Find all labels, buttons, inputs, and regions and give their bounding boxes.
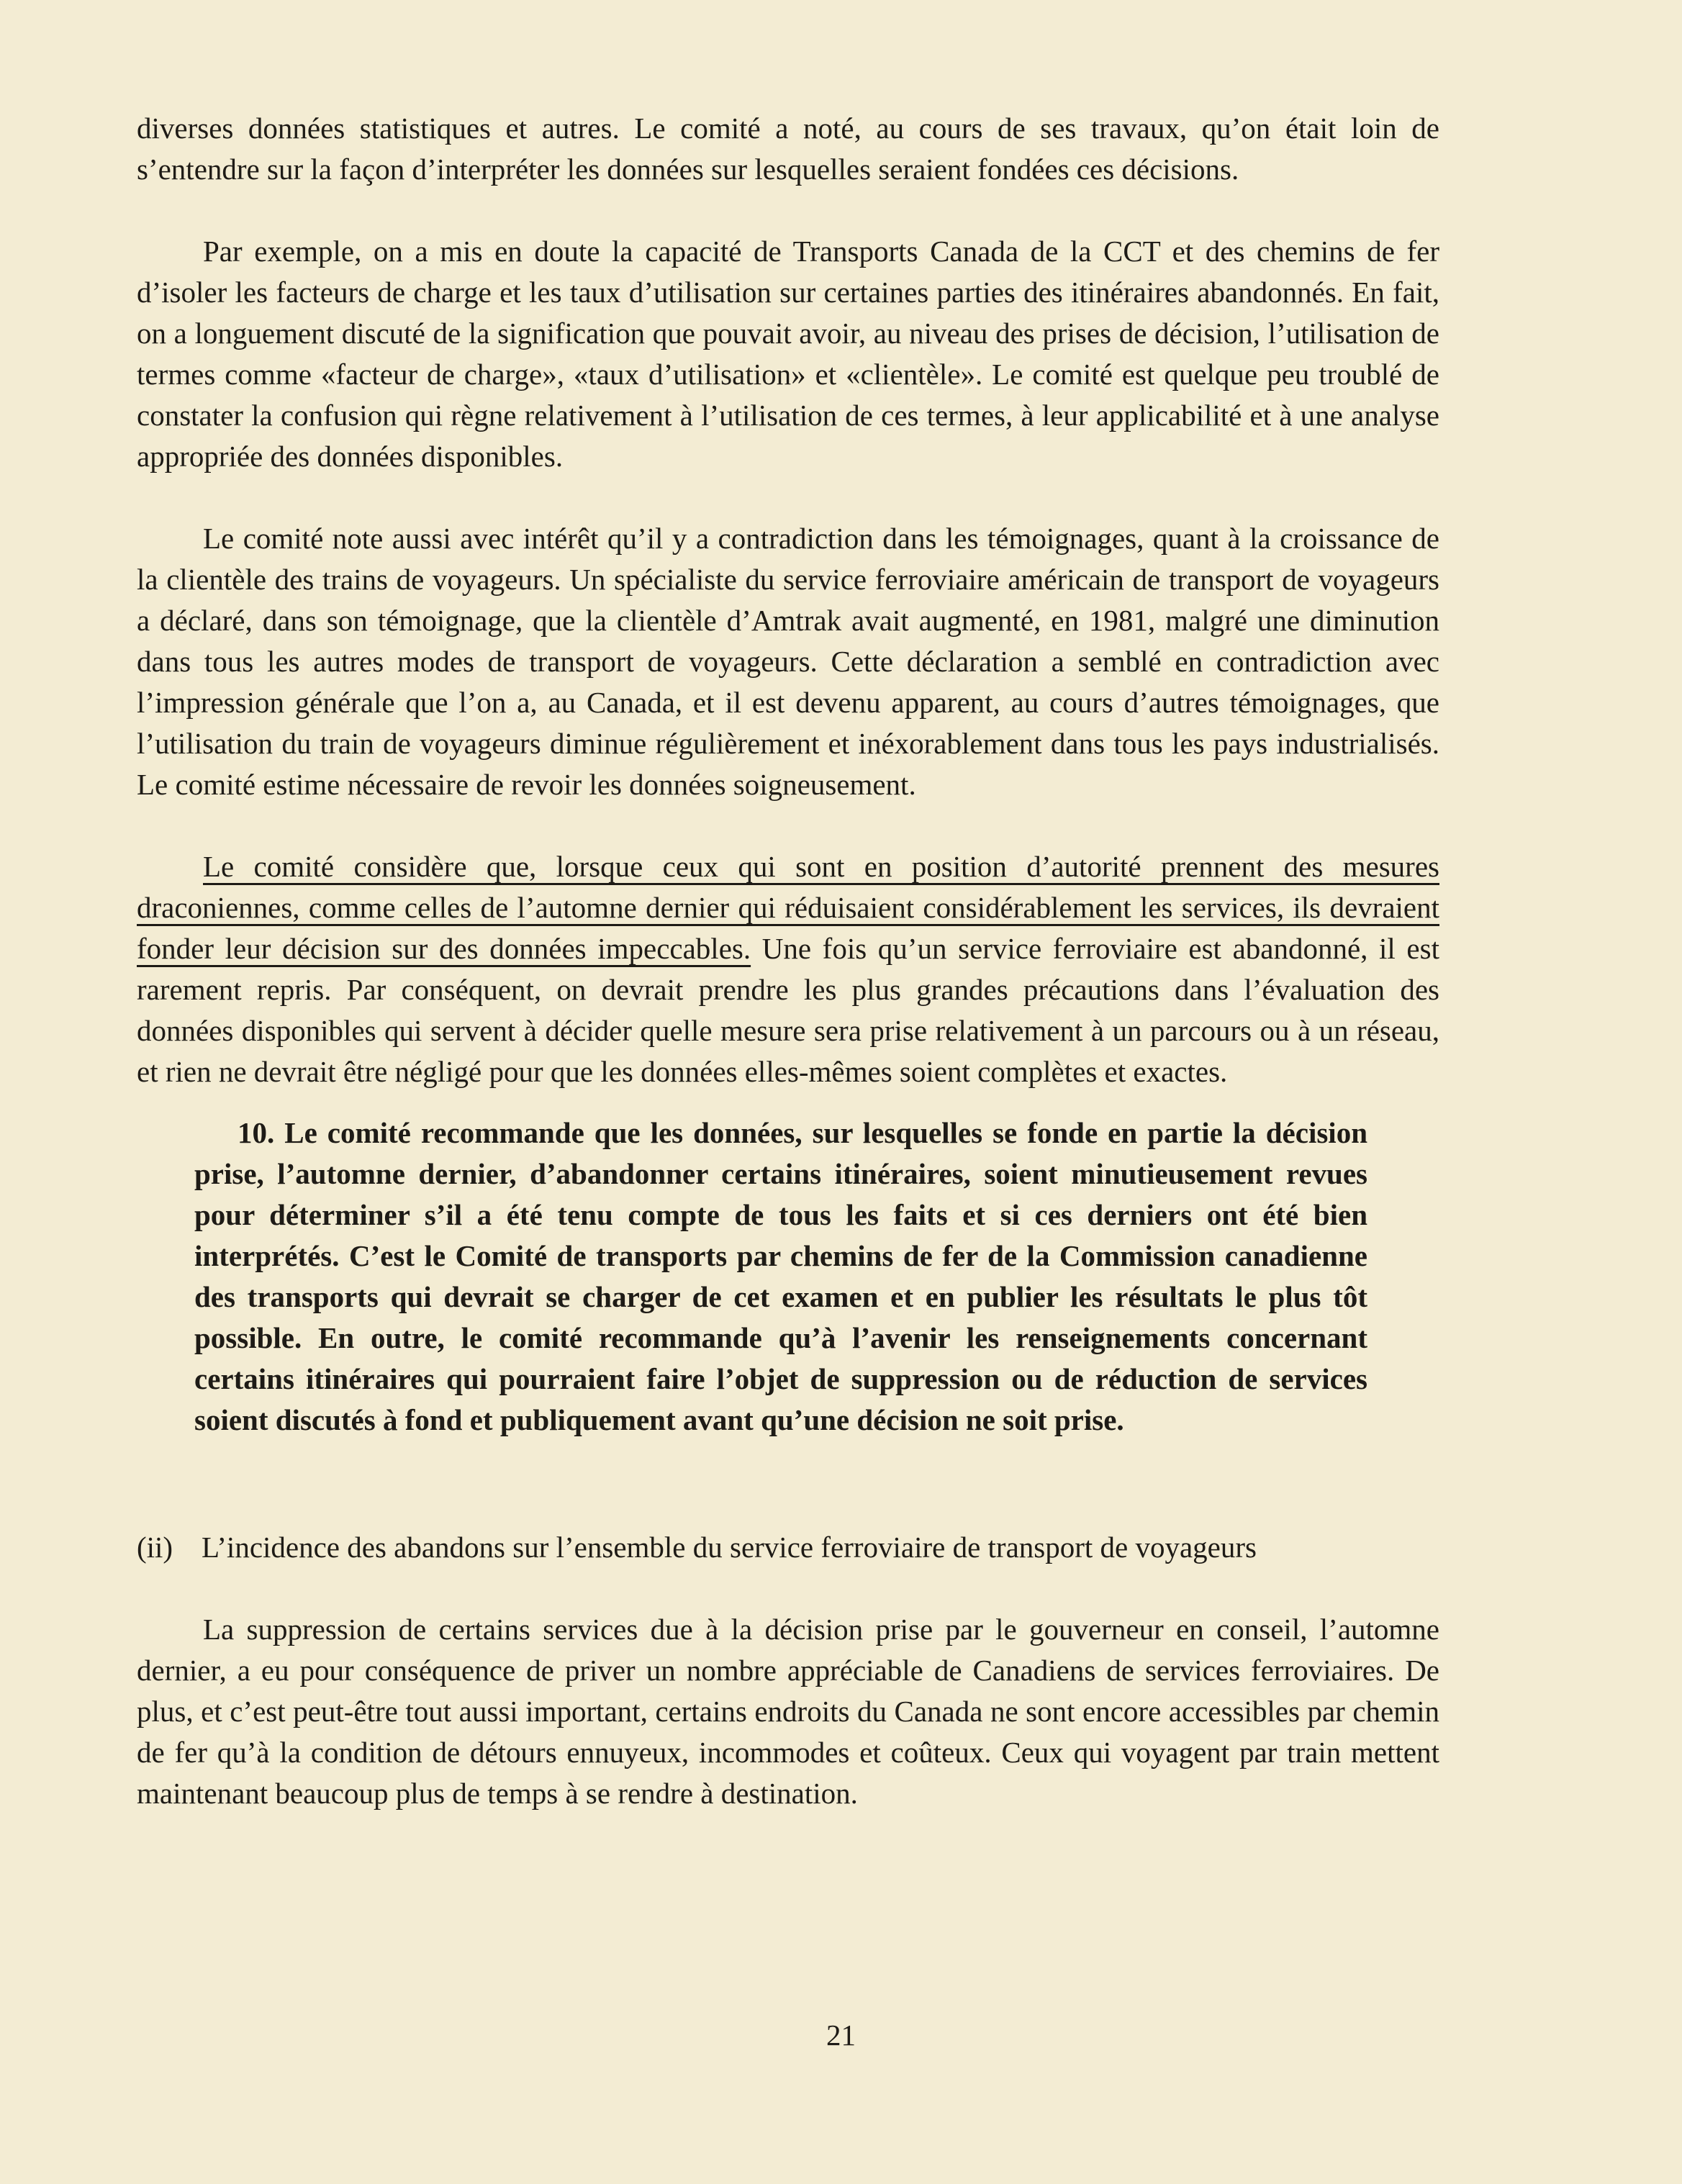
paragraph-impeccable-data-rest: Une fois qu’un service ferroviaire est abandonné, il est rarement repris. Par conséquent, on devrait prendre les plus grandes précautions dans l’évaluation des données disponibles qui servent à décider quelle mesure sera prise relativement à un parcours ou à un réseau, et rien ne devrait être négligé pour que les données elles-mêmes soient complètes et exactes.: [137, 932, 1439, 1088]
section-heading: [137, 1527, 1439, 1568]
paragraph-statistics: diverses données statistiques et autres. Le comité a noté, au cours de ses travaux, qu’on était loin de s’entendre sur la façon d’interpréter les données sur lesquelles seraient fondées ces décisions.: [137, 112, 1439, 186]
recommendation-10: 10. Le comité recommande que les données, sur lesquelles se fonde en partie la décision prise, l’automne dernier, d’abandonner certains itinéraires, soient minutieusement revues pour déterminer s’il a été tenu compte de tous les faits et si ces derniers ont été bien interprétés. C’est le Comité de transports par chemins de fer de la Commission canadienne des transports qui devrait se charger de cet examen et en publier les résultats le plus tôt possible. En outre, le comité recommande qu’à l’avenir les renseignements concernant certains itinéraires qui pourraient faire l’objet de suppression ou de réduction de services soient discutés à fond et publiquement avant qu’une décision ne soit prise.: [194, 1116, 1367, 1436]
paragraph-contradiction: Le comité note aussi avec intérêt qu’il y a contradiction dans les témoignages, quant à la croissance de la clientèle des trains de voyageurs. Un spécialiste du service ferroviaire américain de transport de voyageurs a déclaré, dans son témoignage, que la clientèle d’Amtrak avait augmenté, en 1981, malgré une diminution dans tous les autres modes de transport de voyageurs. Cette déclaration a semblé en contradiction avec l’impression générale que l’on a, au Canada, et il est devenu apparent, au cours d’autres témoignages, que l’utilisation du train de voyageurs diminue régulièrement et inéxorablement dans tous les pays industrialisés. Le comité estime nécessaire de revoir les données soigneusement.: [137, 522, 1439, 801]
underlined-statement: Le comité considère que, lorsque ceux qui sont en position d’autorité prennent des mesures draconiennes, comme celles de l’automne dernier qui réduisaient considérablement les services, ils devraient fonder leur décision sur des données impeccables.: [137, 850, 1439, 965]
paragraph-impeccable-data: [137, 846, 1439, 1092]
page-body: [137, 108, 1439, 1814]
paragraph-terminology: Par exemple, on a mis en doute la capacité de Transports Canada de la CCT et des chemins de fer d’isoler les facteurs de charge et les taux d’utilisation sur certaines parties des itinéraires abandonnés. En fait, on a longuement discuté de la signification que pouvait avoir, au niveau des prises de décision, l’utilisation de termes comme «facteur de charge», «taux d’utilisation» et «clientèle». Le comité est quelque peu troublé de constater la confusion qui règne relativement à l’utilisation de ces termes, à leur applicabilité et à une analyse appropriée des données disponibles.: [137, 235, 1439, 473]
page-number: 21: [826, 2018, 856, 2052]
section-number: (ii): [137, 1531, 173, 1564]
paragraph-impact: La suppression de certains services due à la décision prise par le gouverneur en conseil, l’automne dernier, a eu pour conséquence de priver un nombre appréciable de Canadiens de services ferroviaires. De plus, et c’est peut-être tout aussi important, certains endroits du Canada ne sont encore accessibles par chemin de fer qu’à la condition de détours ennuyeux, incommodes et coûteux. Ceux qui voyagent par train mettent maintenant beaucoup plus de temps à se rendre à destination.: [137, 1613, 1439, 1810]
section-title: L’incidence des abandons sur l’ensemble du service ferroviaire de transport de voyageurs: [202, 1531, 1257, 1564]
